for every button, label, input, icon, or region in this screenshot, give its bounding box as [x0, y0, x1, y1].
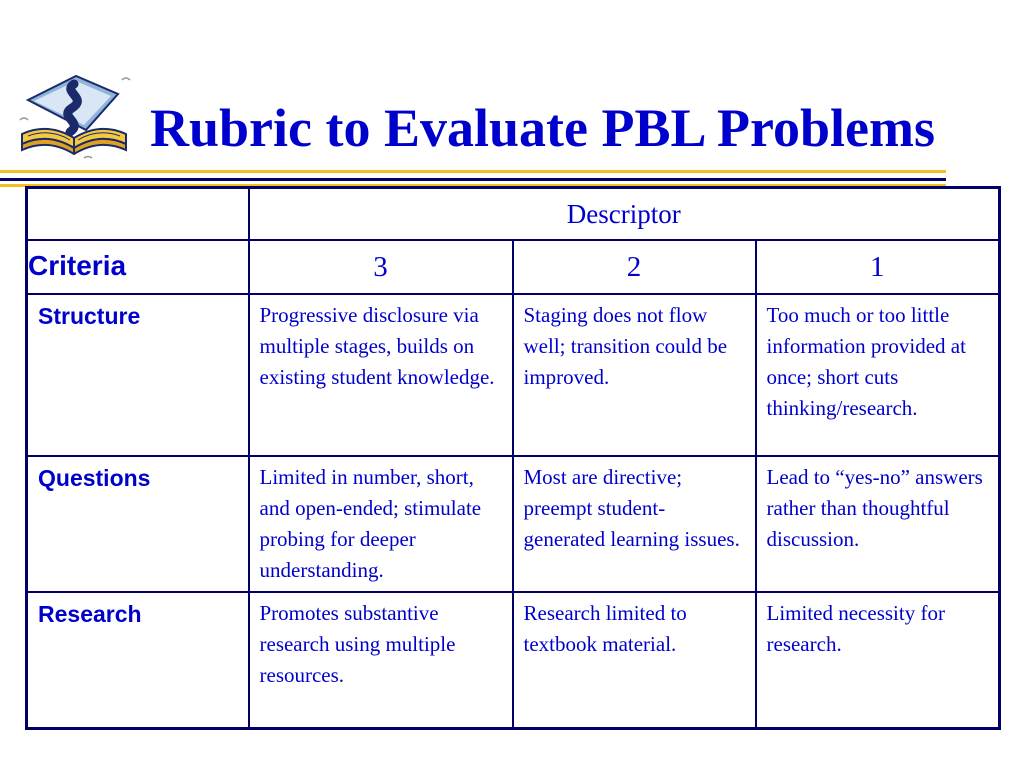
level-header-2: 2	[513, 240, 756, 294]
criterion-questions: Questions	[38, 465, 151, 491]
empty-corner-cell	[27, 188, 249, 241]
rubric-row-research	[27, 592, 1000, 729]
title-rule-navy	[0, 178, 946, 181]
open-book-with-path-icon	[14, 70, 134, 162]
rubric-row-questions	[27, 456, 1000, 592]
rubric-row-structure	[27, 294, 1000, 456]
descriptor-header: Descriptor	[249, 188, 1000, 241]
criterion-research: Research	[38, 601, 142, 627]
structure-level-3: Progressive disclosure via multiple stages, builds on existing student knowledge.	[259, 303, 495, 389]
research-level-3: Promotes substantive research using multiple resources.	[259, 601, 456, 687]
research-level-2: Research limited to textbook material.	[523, 601, 687, 656]
structure-level-1: Too much or too little information provided at once; short cuts thinking/research.	[766, 303, 966, 420]
title-rule-gold-top	[0, 170, 946, 173]
questions-level-1: Lead to “yes-no” answers rather than thoughtful discussion.	[766, 465, 983, 551]
criterion-structure: Structure	[38, 303, 141, 329]
structure-level-2: Staging does not flow well; transition could be improved.	[523, 303, 728, 389]
questions-level-2: Most are directive; preempt student-generated learning issues.	[523, 465, 740, 551]
level-header-1: 1	[756, 240, 1000, 294]
questions-level-3: Limited in number, short, and open-ended; stimulate probing for deeper understanding.	[259, 465, 482, 582]
descriptor-header-row	[27, 188, 1000, 241]
rubric-table	[25, 186, 1001, 730]
research-level-1: Limited necessity for research.	[766, 601, 945, 656]
level-header-3: 3	[249, 240, 513, 294]
level-header-row	[27, 240, 1000, 294]
slide-title: Rubric to Evaluate PBL Problems	[150, 98, 936, 158]
criteria-header: Criteria	[27, 240, 249, 294]
